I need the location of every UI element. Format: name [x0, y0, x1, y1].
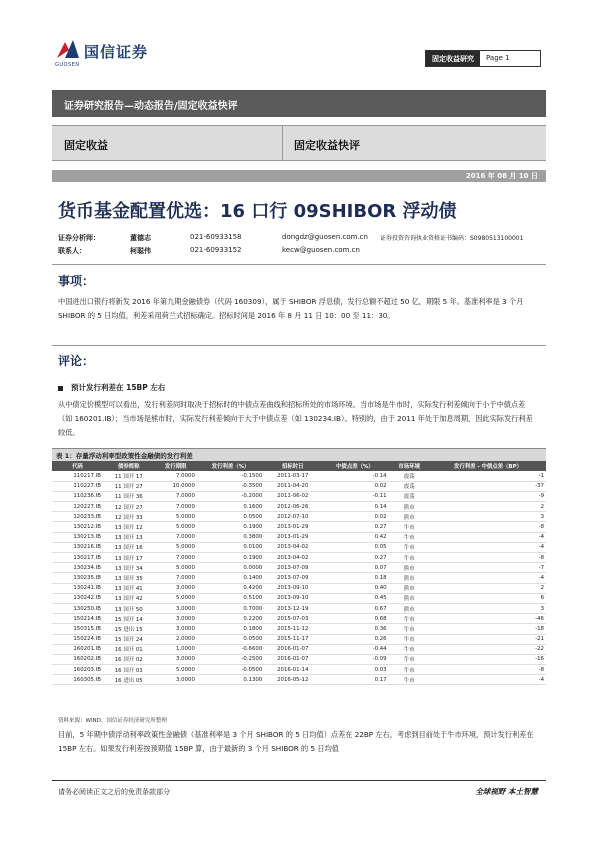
table-cell: 3.0000: [154, 624, 196, 634]
col-header: 发行利差（%）: [197, 461, 264, 471]
table-cell: 2016-05-12: [264, 675, 321, 685]
table-row: [52, 654, 546, 664]
table-cell: 120233.IB: [52, 512, 103, 522]
table-cell: 0.45: [321, 593, 388, 603]
table-cell: -46: [430, 614, 546, 624]
table-cell: 0.36: [321, 624, 388, 634]
col-header: 发行利差 - 中债点差（BP）: [430, 461, 546, 471]
report-type-band: 证券研究报告—动态报告/固定收益快评: [52, 90, 546, 117]
table-cell: 牛市: [389, 614, 430, 624]
table-cell: 13 国开 50: [103, 603, 155, 613]
table-cell: 熊市: [389, 512, 430, 522]
table-cell: -9: [430, 491, 546, 501]
table-cell: -4: [430, 542, 546, 552]
table-cell: 牛市: [389, 522, 430, 532]
table-cell: 16 国开 01: [103, 644, 155, 654]
table-cell: 0.18: [321, 573, 388, 583]
table-cell: 震荡: [389, 471, 430, 481]
table-cell: 12 国开 33: [103, 512, 155, 522]
table-cell: -8: [430, 553, 546, 563]
table-cell: 牛市: [389, 553, 430, 563]
table-row: [52, 542, 546, 552]
table-cell: -0.2500: [197, 654, 264, 664]
table-row: [52, 471, 546, 481]
table-cell: 2015-11-12: [264, 624, 321, 634]
table-cell: 0.27: [321, 553, 388, 563]
table-row: [52, 491, 546, 501]
table-cell: 0.40: [321, 583, 388, 593]
table-cell: 0.0500: [197, 634, 264, 644]
table-cell: 11 国开 17: [103, 471, 155, 481]
table-cell: 2011-06-02: [264, 491, 321, 501]
table-cell: 0.17: [321, 675, 388, 685]
table-cell: 熊市: [389, 573, 430, 583]
table-cell: 130250.IB: [52, 603, 103, 613]
table-cell: 0.0000: [197, 563, 264, 573]
table-cell: 0.02: [321, 512, 388, 522]
table-cell: 7.0000: [154, 491, 196, 501]
table-cell: 牛市: [389, 654, 430, 664]
table-cell: -8: [430, 522, 546, 532]
table-cell: 0.03: [321, 665, 388, 675]
footer-disclaimer: 请务必阅读正文之后的免责条款部分: [58, 788, 170, 796]
table-cell: 0.7000: [197, 603, 264, 613]
company-logo: [55, 38, 155, 78]
section-heading-event: 事项：: [58, 274, 95, 288]
table-cell: 0.14: [321, 502, 388, 512]
page-number: Page 1: [480, 51, 540, 66]
category-band: [52, 125, 546, 161]
table-cell: 牛市: [389, 675, 430, 685]
table-cell: 0.2200: [197, 614, 264, 624]
table-cell: 15 国开 24: [103, 634, 155, 644]
table-cell: 130242.IB: [52, 593, 103, 603]
table-cell: 3.0000: [154, 675, 196, 685]
table-cell: -22: [430, 644, 546, 654]
contact-name: 柯聪伟: [130, 247, 151, 255]
table-cell: 130212.IB: [52, 522, 103, 532]
table-cell: 7.0000: [154, 553, 196, 563]
table-cell: 0.67: [321, 603, 388, 613]
table-cell: 5.0000: [154, 593, 196, 603]
table-row: [52, 614, 546, 624]
category-divider: [282, 126, 283, 160]
table-cell: 2016-01-07: [264, 654, 321, 664]
table-cell: 130235.IB: [52, 573, 103, 583]
brand-name-cn: 国信证券: [84, 43, 149, 61]
table-cell: 0.1300: [197, 675, 264, 685]
table-cell: 熊市: [389, 583, 430, 593]
table-row: [52, 593, 546, 603]
table-cell: 牛市: [389, 542, 430, 552]
table-cell: 16 国开 02: [103, 654, 155, 664]
section-heading-comment: 评论：: [58, 354, 95, 368]
table-cell: -4: [430, 573, 546, 583]
table-cell: 160202.IB: [52, 654, 103, 664]
table-cell: 0.4200: [197, 583, 264, 593]
table-cell: 2015-07-03: [264, 614, 321, 624]
table-row: [52, 563, 546, 573]
col-header: 中债点差（%）: [321, 461, 388, 471]
table-cell: 0.1900: [197, 553, 264, 563]
table-cell: 150214.IB: [52, 614, 103, 624]
logo-mark-icon: [55, 38, 81, 60]
table-cell: 熊市: [389, 593, 430, 603]
analyst-name: 董德志: [130, 234, 151, 242]
table-row: [52, 675, 546, 685]
col-header: 招标时日: [264, 461, 321, 471]
table-cell: 130241.IB: [52, 583, 103, 593]
table-cell: 7.0000: [154, 502, 196, 512]
contact-phone: 021-60933152: [190, 246, 242, 254]
table-cell: 13 国开 16: [103, 542, 155, 552]
table-cell: 1.0000: [154, 644, 196, 654]
table-cell: -0.14: [321, 471, 388, 481]
table-cell: 2: [430, 502, 546, 512]
table-cell: 10.0000: [154, 481, 196, 491]
table-cell: 3.0000: [154, 614, 196, 624]
bullet-square-icon: [58, 386, 63, 391]
category-right: 固定收益快评: [294, 139, 360, 152]
table-cell: 2016-01-07: [264, 644, 321, 654]
analyst-phone: 021-60933158: [190, 233, 242, 241]
spread-table: [52, 461, 546, 685]
table-cell: 7.0000: [154, 573, 196, 583]
table-cell: -0.0500: [197, 665, 264, 675]
table-cell: 13 国开 17: [103, 553, 155, 563]
table-cell: 7.0000: [154, 532, 196, 542]
table-cell: 2013-04-02: [264, 553, 321, 563]
table-cell: 2013-07-09: [264, 563, 321, 573]
category-left: 固定收益: [64, 139, 108, 152]
table-cell: -7: [430, 563, 546, 573]
table-cell: 2011-03-17: [264, 471, 321, 481]
table-cell: 0.3800: [197, 532, 264, 542]
table-cell: 5.0000: [154, 522, 196, 532]
contact-email[interactable]: kecw@guosen.com.cn: [282, 246, 360, 254]
table-cell: 15 国开 14: [103, 614, 155, 624]
table-cell: 牛市: [389, 532, 430, 542]
table-cell: 7.0000: [154, 471, 196, 481]
table-cell: 13 国开 41: [103, 583, 155, 593]
table-row: [52, 603, 546, 613]
table-cell: 0.1600: [197, 502, 264, 512]
table-cell: 2013-04-02: [264, 542, 321, 552]
date-band: [52, 170, 546, 182]
table-cell: 6: [430, 593, 546, 603]
table-cell: 2013-01-29: [264, 522, 321, 532]
table-cell: 0.0100: [197, 542, 264, 552]
table-cell: 0.1900: [197, 522, 264, 532]
table-cell: 2015-11-17: [264, 634, 321, 644]
closing-paragraph: 目前，5 年期中债浮动利率政策性金融债（基准利率是 3 个月 SHIBOR 的 5 日均值）点差在 22BP 左右，考虑到目前处于牛市环境，预计发行利差在 15BP 左右。如果发行利差按预期值 15BP 算，由于最新的 3 个月 SHIBOR 的 5 日均值: [58, 730, 534, 753]
col-header: 发行期限: [154, 461, 196, 471]
table-cell: 3.0000: [154, 583, 196, 593]
footer-slogan: 全球视野 本土智慧: [475, 787, 538, 796]
report-date: 2016 年 08 月 10 日: [465, 172, 538, 180]
analyst-email[interactable]: dongdz@guosen.com.cn: [282, 233, 368, 241]
table-cell: 160305.IB: [52, 675, 103, 685]
table-cell: 2013-09-10: [264, 583, 321, 593]
table-cell: 牛市: [389, 665, 430, 675]
table-cell: 11 国开 36: [103, 491, 155, 501]
table-row: [52, 583, 546, 593]
table-cell: 13 国开 12: [103, 522, 155, 532]
table-cell: 牛市: [389, 644, 430, 654]
table-cell: 0.27: [321, 522, 388, 532]
table-cell: 0.68: [321, 614, 388, 624]
table-cell: 16 国开 03: [103, 665, 155, 675]
table-cell: 熊市: [389, 563, 430, 573]
table-cell: 13 国开 35: [103, 573, 155, 583]
col-header: 债券简称: [103, 461, 155, 471]
table-cell: 0.05: [321, 542, 388, 552]
table-cell: 震荡: [389, 491, 430, 501]
table-cell: 熊市: [389, 603, 430, 613]
table-cell: 2012-06-26: [264, 502, 321, 512]
table-cell: -18: [430, 624, 546, 634]
table-cell: 0.0500: [197, 512, 264, 522]
table-row: [52, 624, 546, 634]
table-cell: 0.5100: [197, 593, 264, 603]
table-cell: 0.02: [321, 481, 388, 491]
table-row: [52, 512, 546, 522]
table-cell: -0.2000: [197, 491, 264, 501]
table-cell: 牛市: [389, 634, 430, 644]
table-cell: 16 进出 05: [103, 675, 155, 685]
table-cell: 2.0000: [154, 634, 196, 644]
table-cell: -37: [430, 481, 546, 491]
table-cell: 2012-07-10: [264, 512, 321, 522]
table-cell: 0.26: [321, 634, 388, 644]
table-cell: 5.0000: [154, 542, 196, 552]
table-cell: 11 国开 27: [103, 481, 155, 491]
table-cell: 2013-12-19: [264, 603, 321, 613]
table-cell: 12 国开 27: [103, 502, 155, 512]
table-cell: 13 国开 42: [103, 593, 155, 603]
table-row: [52, 553, 546, 563]
table-cell: 2013-07-09: [264, 573, 321, 583]
report-category-tag: 固定收益研究: [426, 51, 480, 66]
table-row: [52, 644, 546, 654]
table-cell: 3: [430, 512, 546, 522]
bullet-point: [58, 382, 165, 393]
table-cell: 3.0000: [154, 603, 196, 613]
analyst-cert: 证券投资咨询执业资格证书编码：S0980513100001: [380, 235, 524, 242]
table-row: [52, 634, 546, 644]
table-cell: 熊市: [389, 502, 430, 512]
col-header: 代码: [52, 461, 103, 471]
table-row: [52, 481, 546, 491]
col-header: 市场环境: [389, 461, 430, 471]
table-cell: 5.0000: [154, 512, 196, 522]
table-row: [52, 502, 546, 512]
table-cell: 130213.IB: [52, 532, 103, 542]
table-cell: 150224.IB: [52, 634, 103, 644]
table-cell: 2013-09-10: [264, 593, 321, 603]
table-cell: 160203.IB: [52, 665, 103, 675]
table-cell: 0.07: [321, 563, 388, 573]
table-cell: 110236.IB: [52, 491, 103, 501]
table-row: [52, 522, 546, 532]
table-cell: -4: [430, 532, 546, 542]
section-divider: [52, 345, 546, 346]
table-cell: 牛市: [389, 624, 430, 634]
table-cell: 110227.IB: [52, 481, 103, 491]
report-title: 货币基金配置优选：16 口行 09SHIBOR 浮动债: [58, 201, 457, 222]
table-cell: -0.1500: [197, 471, 264, 481]
table-cell: -1: [430, 471, 546, 481]
table-row: [52, 665, 546, 675]
table-cell: 2: [430, 583, 546, 593]
bullet-text: 预计发行利差在 15BP 左右: [71, 383, 166, 392]
table-cell: 160201.IB: [52, 644, 103, 654]
analyst-role: 证券分析师：: [58, 234, 100, 242]
table-cell: 130216.IB: [52, 542, 103, 552]
table-row: [52, 532, 546, 542]
table-cell: 震荡: [389, 481, 430, 491]
table-cell: 3.0000: [154, 654, 196, 664]
brand-name-en: GUOSEN: [55, 62, 80, 68]
event-paragraph: 中国进出口银行将新发 2016 年第九期金融债券（代码 160309），属于 SHIBOR 浮息债，发行总额不超过 50 亿，期限 5 年。基准利率是 3 个月 SHIBOR 的 5 日均值，利差采用荷兰式招标确定。招标时间是 2016 年 8 月 11 日 10：00 至 11：30。: [58, 297, 524, 320]
table-cell: 130234.IB: [52, 563, 103, 573]
table-cell: 0.1400: [197, 573, 264, 583]
comment-paragraph: 从中债定价模型可以看出，发行利差同时取决于招标时的中债点差曲线和招标所处的市场环境。当市场是牛市时，实际发行利差倾向于小于中债点差（如 160201.IB）；当市场是熊市时，实际发行利差倾向于大于中债点差（如 130234.IB）。特别的，由于 2011 年处于加息周期，因此实际发行利差较低。: [58, 400, 533, 437]
footer-divider: [52, 780, 546, 781]
table-cell: -21: [430, 634, 546, 644]
table-cell: 130217.IB: [52, 553, 103, 563]
table-caption: 表 1：存量浮动利率型政策性金融债的发行利差: [52, 448, 546, 461]
table-cell: -4: [430, 675, 546, 685]
table-cell: 2016-01-14: [264, 665, 321, 675]
table-cell: 2013-01-29: [264, 532, 321, 542]
table-cell: 120227.IB: [52, 502, 103, 512]
table-cell: -0.6600: [197, 644, 264, 654]
table-cell: 3: [430, 603, 546, 613]
table-cell: -16: [430, 654, 546, 664]
table-cell: 0.1800: [197, 624, 264, 634]
table-cell: 150315.IB: [52, 624, 103, 634]
table-cell: -0.3500: [197, 481, 264, 491]
report-header-box: [425, 50, 541, 67]
section-divider: [52, 264, 546, 265]
table-header-row: [52, 461, 546, 471]
table-row: [52, 573, 546, 583]
table-cell: 2011-04-20: [264, 481, 321, 491]
table-cell: -0.11: [321, 491, 388, 501]
table-cell: 5.0000: [154, 563, 196, 573]
table-cell: -0.09: [321, 654, 388, 664]
table-cell: 0.42: [321, 532, 388, 542]
table-cell: -0.44: [321, 644, 388, 654]
contact-role: 联系人：: [58, 247, 86, 255]
table-cell: 5.0000: [154, 665, 196, 675]
table-cell: 13 国开 13: [103, 532, 155, 542]
table-cell: 13 国开 34: [103, 563, 155, 573]
table-cell: 15 进出 15: [103, 624, 155, 634]
table-cell: -8: [430, 665, 546, 675]
table-cell: 110217.IB: [52, 471, 103, 481]
table-source: 资料来源：WIND、国信证券经济研究所整理: [58, 718, 167, 724]
